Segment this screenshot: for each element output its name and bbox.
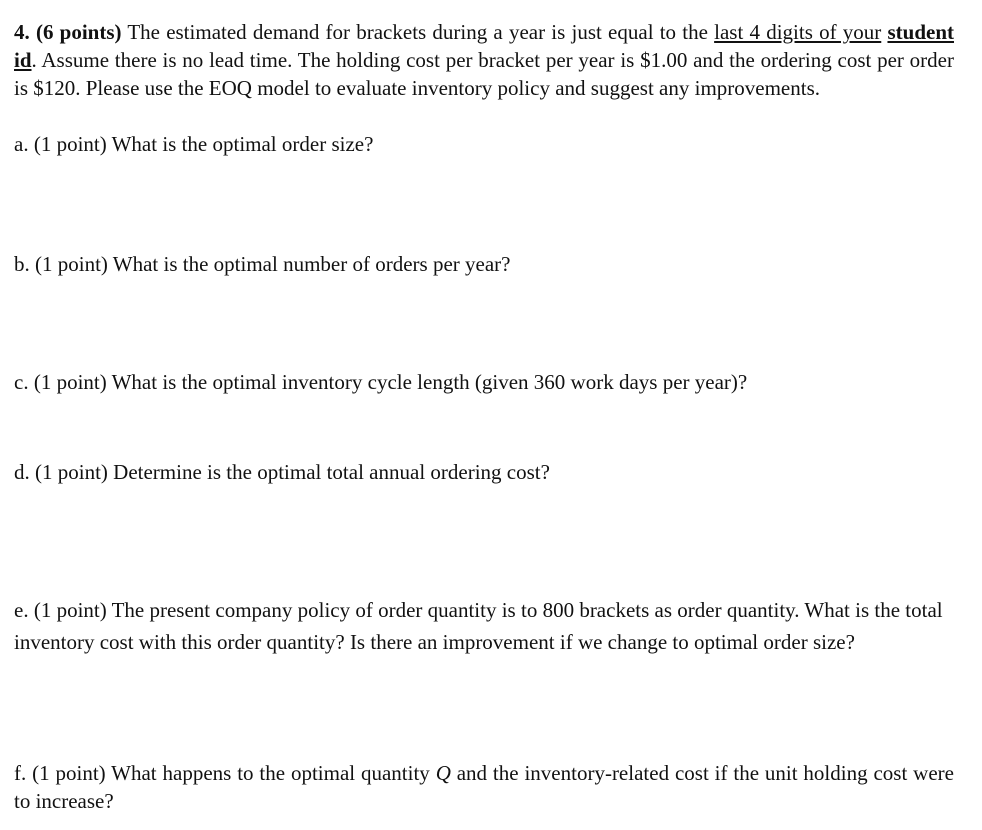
problem-statement xyxy=(14,18,954,102)
question-d: d. (1 point) Determine is the optimal total annual ordering cost? xyxy=(14,460,550,484)
quantity-variable: Q xyxy=(435,761,451,785)
problem-number: 4. xyxy=(14,20,30,44)
question-a: a. (1 point) What is the optimal order size? xyxy=(14,132,374,156)
question-f-text-end: and the inventory-related cost if the unit holding cost were to increase? xyxy=(14,761,954,813)
student-id-text: student id xyxy=(14,20,954,72)
problem-intro-text: The estimated demand for brackets during a year is just equal to the xyxy=(121,20,715,44)
question-e: e. (1 point) The present company policy of order quantity is to 800 brackets as order quantity. What is the total inventory cost with this order quantity? Is there an improvement if we change to optimal order size? xyxy=(14,598,943,654)
question-b: b. (1 point) What is the optimal number of orders per year? xyxy=(14,252,511,276)
problem-details-text: . Assume there is no lead time. The holding cost per bracket per year is $1.00 and the ordering cost per order is $120. Please use the EOQ model to evaluate inventory policy and suggest any improvements. xyxy=(14,48,954,100)
question-f-text: f. (1 point) What happens to the optimal quantity xyxy=(14,761,436,785)
problem-points: (6 points) xyxy=(35,20,122,44)
question-f xyxy=(14,759,954,815)
student-id-digits-text: last 4 digits of your xyxy=(714,20,882,44)
question-c: c. (1 point) What is the optimal inventory cycle length (given 360 work days per year)? xyxy=(14,370,748,394)
